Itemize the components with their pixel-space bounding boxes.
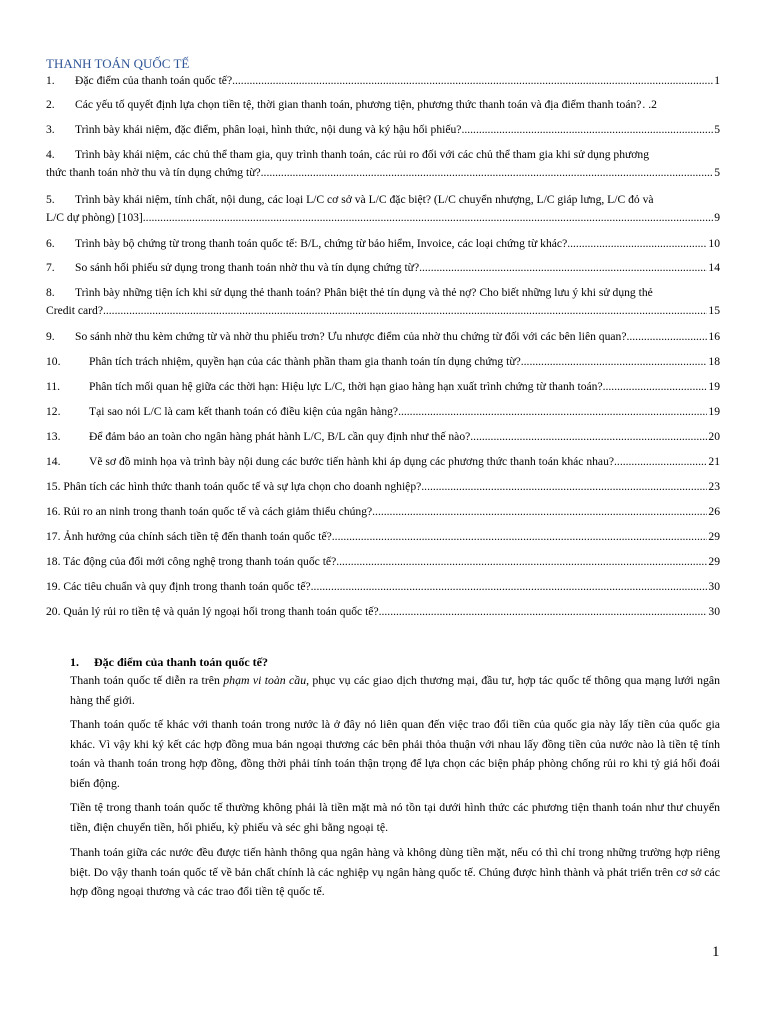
toc-entry-number: 9. <box>46 330 55 343</box>
toc-entry-number: 1. <box>46 74 55 87</box>
toc-entry-text: Trình bày khái niệm, đặc điểm, phân loại, hình thức, nội dung và ký hậu hối phiếu? <box>75 123 462 136</box>
toc-entry-text: Đặc điểm của thanh toán quốc tế? <box>75 74 233 87</box>
toc-entry-text: Phân tích mối quan hệ giữa các thời hạn: Hiệu lực L/C, thời hạn giao hàng hạn xuất trình chứng từ thanh toán? <box>89 380 603 393</box>
paragraph-3: Tiền tệ trong thanh toán quốc tế thường không phải là tiền mặt mà nó tồn tại dưới hình thức các phương tiện thanh toán như thư chuyển tiền, điện chuyển tiền, hối phiếu, kỳ phiếu và séc ghi bằng ngoại tệ. <box>70 800 720 834</box>
toc-entry-2[interactable] <box>46 96 720 114</box>
toc-entry-page: 1 <box>714 74 720 87</box>
toc-entry-page: 16 <box>708 330 720 343</box>
toc-entry-page: 19 <box>708 380 720 393</box>
italic-phrase: phạm vi toàn cầu <box>223 673 307 687</box>
toc-entry-page: 20 <box>708 430 720 443</box>
toc-entry-text: 17. Ảnh hưởng của chính sách tiền tệ đến thanh toán quốc tế? <box>46 530 332 543</box>
toc-entry-11[interactable] <box>46 378 720 396</box>
toc-entry-5[interactable] <box>46 191 720 227</box>
toc-entry-8[interactable] <box>46 284 720 320</box>
toc-entry-9[interactable] <box>46 328 720 346</box>
toc-entry-page: 30 <box>708 580 720 593</box>
toc-entry-text: Phân tích trách nhiệm, quyền hạn của các thành phần tham gia thanh toán tín dụng chứng từ? <box>89 355 521 368</box>
paragraph-2: Thanh toán quốc tế khác với thanh toán trong nước là ở đây nó liên quan đến việc trao đổi tiền của quốc gia này lấy tiền của quốc gia khác. Vì vậy khi ký kết các hợp đồng mua bán ngoại thương các bên phải thỏa thuận với nhau lấy đồng tiền của nước nào là tiền tệ tính toán và thanh toán trong hợp đồng, đồng thời phải tính toán thận trọng để lựa chọn các biện pháp phòng chống rủi ro khi tỷ giá hối đoái biến động. <box>70 717 720 790</box>
toc-entry-text: 20. Quản lý rủi ro tiền tệ và quản lý ngoại hối trong thanh toán quốc tế? <box>46 605 379 618</box>
toc-title: THANH TOÁN QUỐC TẾ <box>46 56 190 71</box>
toc-entry-19[interactable] <box>46 578 720 596</box>
toc-entry-10[interactable] <box>46 353 720 371</box>
toc-entry-number: 13. <box>46 430 61 443</box>
toc-entry-text: 16. Rủi ro an ninh trong thanh toán quốc tế và cách giảm thiểu chúng? <box>46 505 373 518</box>
paragraph-1: Thanh toán quốc tế diễn ra trên phạm vi toàn cầu, phục vụ các giao dịch thương mại, đầu tư, hợp tác quốc tế thông qua mạng lưới ngân hàng thế giới. <box>70 673 720 707</box>
toc-entry-17[interactable] <box>46 528 720 546</box>
toc-entry-page: 21 <box>708 455 720 468</box>
toc-entry-page: 29 <box>708 530 720 543</box>
toc-entry-text-cont: thức thanh toán nhờ thu và tín dụng chứng từ? <box>46 166 261 179</box>
toc-entry-number: 14. <box>46 455 61 468</box>
toc-entry-text: So sánh hối phiếu sử dụng trong thanh toán nhờ thu và tín dụng chứng từ? <box>75 261 420 274</box>
toc-entry-number: 4. <box>46 148 55 161</box>
toc-entry-text: Trình bày khái niệm, các chủ thể tham gia, quy trình thanh toán, các rủi ro đối với các chủ thể tham gia khi sử dụng phương <box>75 148 650 161</box>
toc-entry-page: 15 <box>708 304 720 317</box>
toc-entry-page: 14 <box>708 261 720 274</box>
toc-entry-page: 23 <box>708 480 720 493</box>
toc-entry-page: 10 <box>708 237 720 250</box>
toc-entry-page: 18 <box>708 355 720 368</box>
toc-entry-number: 10. <box>46 355 61 368</box>
toc-entry-number: 8. <box>46 286 55 299</box>
toc-entry-text-cont: L/C dự phòng) [103] <box>46 211 143 224</box>
toc-entry-15[interactable] <box>46 478 720 496</box>
section-heading-text: Đặc điểm của thanh toán quốc tế? <box>94 655 269 669</box>
toc-entry-page: 30 <box>708 605 720 618</box>
toc-entry-text: Vẽ sơ đồ minh họa và trình bày nội dung các bước tiến hành khi áp dụng các phương thức thanh toán khác nhau? <box>89 455 615 468</box>
section-heading <box>70 655 268 670</box>
toc-entry-page: 5 <box>714 123 720 136</box>
toc-entry-7[interactable] <box>46 259 720 277</box>
toc-entry-text: Trình bày những tiện ích khi sử dụng thẻ thanh toán? Phân biệt thẻ tín dụng và thẻ nợ? Cho biết những lưu ý khi sử dụng thẻ <box>75 286 653 299</box>
toc-entry-page: . .2 <box>642 98 657 111</box>
toc-entry-page: 19 <box>708 405 720 418</box>
toc-entry-number: 11. <box>46 380 61 393</box>
toc-entry-text: Để đảm bảo an toàn cho ngân hàng phát hành L/C, B/L cần quy định như thế nào? <box>89 430 471 443</box>
toc-entry-4[interactable] <box>46 146 720 182</box>
section-number: 1. <box>70 655 79 669</box>
toc-entry-page: 9 <box>714 211 720 224</box>
toc-entry-text: So sánh nhờ thu kèm chứng từ và nhờ thu phiếu trơn? Ưu nhược điểm của nhờ thu chứng từ đối với các bên liên quan? <box>75 330 627 343</box>
toc-entry-1[interactable] <box>46 72 720 90</box>
toc-entry-text: Các yếu tố quyết định lựa chọn tiền tệ, thời gian thanh toán, phương tiện, phương thức thanh toán và địa điểm thanh toán? <box>75 98 642 111</box>
toc-entry-page: 29 <box>708 555 720 568</box>
toc-entry-number: 6. <box>46 237 55 250</box>
toc-entry-text: Trình bày bộ chứng từ trong thanh toán quốc tế: B/L, chứng từ bảo hiểm, Invoice, các loại chứng từ khác? <box>75 237 568 250</box>
toc-entry-text: 19. Các tiêu chuẩn và quy định trong thanh toán quốc tế? <box>46 580 311 593</box>
toc-entry-text-cont: Credit card? <box>46 304 103 317</box>
toc-entry-text: Tại sao nói L/C là cam kết thanh toán có điều kiện của ngân hàng? <box>89 405 399 418</box>
toc-entry-18[interactable] <box>46 553 720 571</box>
toc-entry-3[interactable] <box>46 121 720 139</box>
toc-entry-page: 26 <box>708 505 720 518</box>
toc-entry-number: 3. <box>46 123 55 136</box>
toc-entry-number: 12. <box>46 405 61 418</box>
toc-entry-page: 5 <box>714 166 720 179</box>
toc-entry-6[interactable] <box>46 235 720 253</box>
toc-entry-text: Trình bày khái niệm, tính chất, nội dung, các loại L/C cơ sở và L/C đặc biệt? (L/C chuyển nhượng, L/C giáp lưng, L/C đỏ và <box>75 193 654 206</box>
paragraph-4: Thanh toán giữa các nước đều được tiến hành thông qua ngân hàng và không dùng tiền mặt, nếu có thì chỉ trong những trường hợp riêng biệt. Do vậy thanh toán quốc tế về bản chất chính là các nghiệp vụ ngân hàng quốc tế. Chúng được hình thành và phát triển trên cơ sở các hợp đồng ngoại thương và các trao đổi tiền tệ quốc tế. <box>70 845 720 898</box>
toc-entry-number: 7. <box>46 261 55 274</box>
toc-entry-number: 2. <box>46 98 55 111</box>
toc-entry-number: 5. <box>46 193 55 206</box>
toc-entry-20[interactable] <box>46 603 720 621</box>
toc-entry-text: 15. Phân tích các hình thức thanh toán quốc tế và sự lựa chọn cho doanh nghiệp? <box>46 480 422 493</box>
toc-entry-12[interactable] <box>46 403 720 421</box>
page-number: 1 <box>712 944 720 960</box>
toc-entry-text: 18. Tác động của đổi mới công nghệ trong thanh toán quốc tế? <box>46 555 337 568</box>
toc-entry-13[interactable] <box>46 428 720 446</box>
toc-entry-14[interactable] <box>46 453 720 471</box>
toc-entry-16[interactable] <box>46 503 720 521</box>
